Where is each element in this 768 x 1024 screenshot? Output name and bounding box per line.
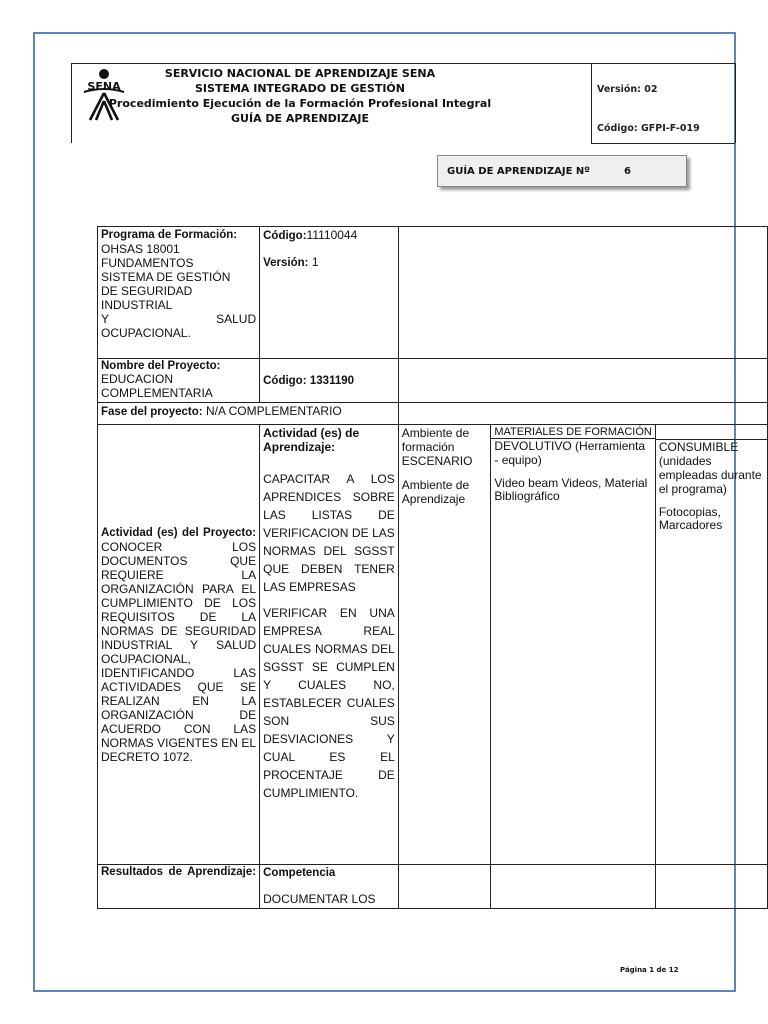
fase-label: Fase del proyecto: bbox=[101, 406, 203, 418]
programa-line: OCUPACIONAL. bbox=[101, 326, 191, 340]
programa-line: FUNDAMENTOS bbox=[101, 256, 194, 270]
devolutivo-cell bbox=[491, 425, 655, 865]
consumible-cell bbox=[655, 425, 767, 865]
fase-value: N/A COMPLEMENTARIO bbox=[205, 404, 342, 418]
ambiente-label: Ambiente de formación ESCENARIO bbox=[401, 426, 473, 468]
header-title-line: SISTEMA INTEGRADO DE GESTIÓN bbox=[195, 82, 405, 95]
codigo-label: Código: bbox=[263, 230, 307, 242]
empty-cell bbox=[655, 865, 767, 909]
competencia-label: Competencia bbox=[263, 867, 336, 879]
ambiente-value: Ambiente de Aprendizaje bbox=[401, 478, 470, 506]
guide-number-box bbox=[437, 155, 687, 187]
empty-cell bbox=[398, 403, 767, 425]
header-right-rule bbox=[735, 63, 736, 143]
ambiente-cell bbox=[398, 425, 491, 865]
empty-cell bbox=[398, 227, 767, 359]
materiales-label: MATERIALES DE FORMACIÓN bbox=[491, 426, 654, 439]
header-top-rule bbox=[71, 63, 736, 64]
proyecto-line: EDUCACION bbox=[101, 372, 174, 386]
table-row bbox=[98, 425, 768, 865]
header-title-line: Procedimiento Ejecución de la Formación Profesional Integral bbox=[108, 97, 492, 110]
codigo-cell bbox=[260, 227, 399, 359]
codigo-value: 11110044 bbox=[306, 228, 358, 242]
table-row bbox=[98, 359, 768, 403]
programa-label: Programa de Formación: bbox=[101, 229, 238, 241]
actividad-proyecto-cell bbox=[98, 425, 260, 865]
fase-cell bbox=[98, 403, 399, 425]
header-divider bbox=[591, 63, 592, 143]
proyecto-cell bbox=[98, 359, 260, 403]
proyecto-line: COMPLEMENTARIA bbox=[101, 386, 213, 400]
empty-cell bbox=[491, 865, 655, 909]
actividad-proyecto-label: Actividad (es) del Proyecto: bbox=[101, 526, 257, 539]
programa-line: DE SEGURIDAD bbox=[101, 284, 193, 298]
materiales-divider bbox=[656, 426, 767, 440]
actividad-aprendizaje-label: Actividad (es) de Aprendizaje: bbox=[263, 426, 360, 454]
table-row bbox=[98, 865, 768, 909]
actividad-aprendizaje-text: CAPACITAR A LOS APRENDICES SOBRE LAS LISTAS DE VERIFICACION DE LAS NORMAS DEL SGSST QUE DEBEN TENER LAS EMPRESAS bbox=[263, 472, 395, 594]
header-title-line: GUÍA DE APRENDIZAJE bbox=[231, 112, 369, 125]
empty-cell bbox=[398, 865, 491, 909]
guide-label: GUÍA DE APRENDIZAJE Nº bbox=[447, 166, 590, 177]
proyecto-label: Nombre del Proyecto: bbox=[101, 360, 221, 372]
empty-cell bbox=[398, 359, 767, 403]
guide-table bbox=[97, 226, 768, 909]
devolutivo-label: DEVOLUTIVO (Herramienta - equipo) bbox=[494, 439, 646, 467]
competencia-cell bbox=[260, 865, 399, 909]
actividad-proyecto-text: CONOCER LOS DOCUMENTOS QUE REQUIERE LA ORGANIZACIÓN PARA EL CUMPLIMIENTO DE LOS REQUISITOS DE LA NORMAS DE SEGURIDAD INDUSTRIAL Y SALUD OCUPACIONAL, IDENTIFICANDO LAS ACTIVIDADES QUE SE REALIZAN EN LA ORGANIZACIÓN DE ACUERDO CON LAS NORMAS VIGENTES EN EL DECRETO 1072. bbox=[101, 539, 257, 764]
header-title bbox=[90, 66, 510, 126]
programa-line: OHSAS 18001 bbox=[101, 242, 180, 256]
version-value: 1 bbox=[311, 255, 319, 269]
programa-line: Y SALUD bbox=[101, 312, 257, 326]
table-row bbox=[98, 227, 768, 359]
document-code: Código: GFPI-F-019 bbox=[597, 123, 700, 134]
version-label: Versión: bbox=[263, 257, 309, 269]
guide-number: 6 bbox=[624, 166, 631, 177]
codigo2-value: 1331190 bbox=[309, 375, 355, 387]
resultados-label: Resultados de Aprendizaje: bbox=[101, 866, 257, 878]
header-left-rule bbox=[71, 63, 72, 143]
actividad-aprendizaje-text: VERIFICAR EN UNA EMPRESA REAL CUALES NORMAS DEL SGSST SE CUMPLEN Y CUALES NO, ESTABLECER CUALES SON SUS DESVIACIONES Y CUAL ES EL PROCENTAJE DE CUMPLIMIENTO. bbox=[263, 606, 395, 800]
page-number: Página 1 de 12 bbox=[620, 966, 679, 974]
competencia-text: DOCUMENTAR LOS bbox=[263, 892, 376, 906]
programa-line: SISTEMA DE GESTIÓN bbox=[101, 270, 231, 284]
programa-cell bbox=[98, 227, 260, 359]
codigo2-cell bbox=[260, 359, 399, 403]
document-version: Versión: 02 bbox=[597, 84, 658, 95]
codigo2-label: Código: bbox=[263, 375, 307, 387]
consumible-label: CONSUMIBLE (unidades empleadas durante el programa) bbox=[658, 440, 762, 496]
header-title-line: SERVICIO NACIONAL DE APRENDIZAJE SENA bbox=[164, 67, 436, 80]
svg-text:SENA: SENA bbox=[87, 80, 121, 93]
programa-line: INDUSTRIAL bbox=[101, 298, 173, 312]
actividad-aprendizaje-cell bbox=[260, 425, 399, 865]
consumible-value: Fotocopias, Marcadores bbox=[658, 505, 723, 532]
table-row bbox=[98, 403, 768, 425]
header-bottom-rule bbox=[591, 143, 735, 144]
devolutivo-value: Video beam Videos, Material Bibliográfico bbox=[494, 476, 648, 503]
resultados-cell bbox=[98, 865, 260, 909]
